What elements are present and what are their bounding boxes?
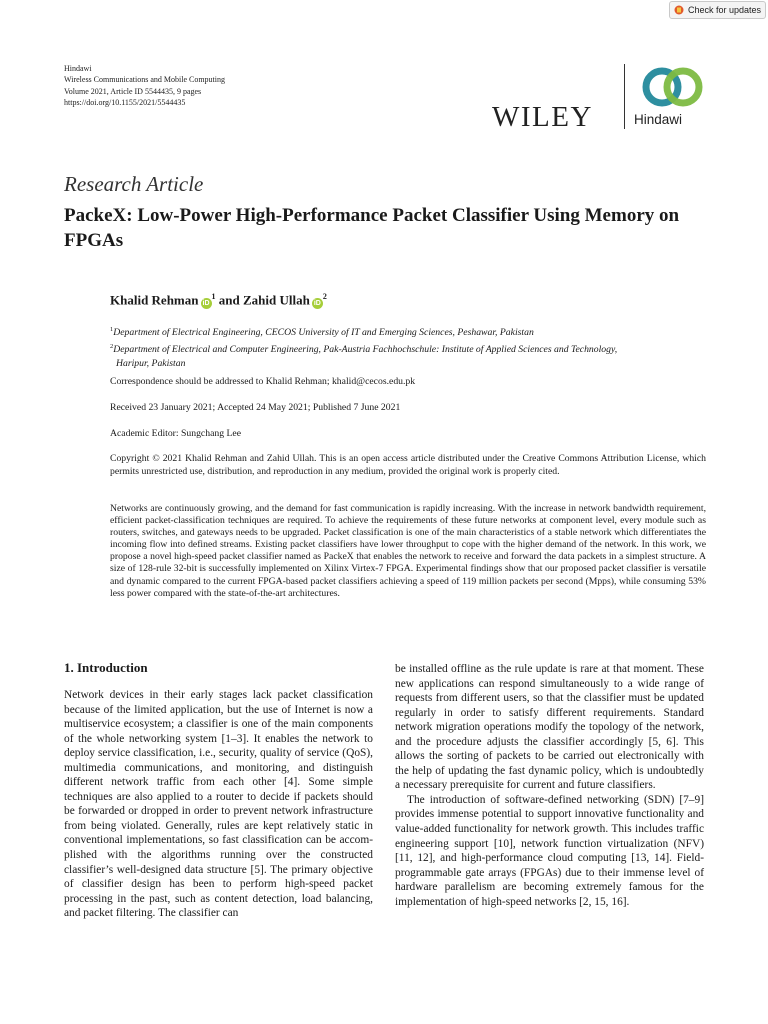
article-title: PackeX: Low-Power High-Performance Packet Classifier Using Memory on FPGAs xyxy=(64,205,680,251)
copyright-notice: Copyright © 2021 Khalid Rehman and Zahid Ullah. This is an open access article distributed under the Creative Commons Attribution License, which permits unrestricted use, distribution, and reproduction in any medium, provided the original work is properly cited. xyxy=(110,453,706,478)
affiliation-item: $^2$Department of Electrical and Computer Engineering, Pak-Austria Fachhochschule: Institute of Applied Sciences and Technology, xyxy=(110,343,618,356)
author-affiliation-mark: 2 xyxy=(322,292,327,301)
affiliation-item: $^1$Department of Electrical Engineering, CECOS University of IT and Emerging Sciences, Peshawar, Pakistan xyxy=(110,326,534,339)
journal-info xyxy=(64,63,225,108)
affiliation-item-continued: Haripur, Pakistan xyxy=(116,358,186,370)
author-name: Khalid Rehman xyxy=(110,292,199,308)
check-updates-icon xyxy=(674,5,684,15)
check-for-updates-button[interactable] xyxy=(669,1,766,19)
hindawi-logo-icon xyxy=(638,62,708,112)
author-joiner: and xyxy=(215,292,243,308)
orcid-icon[interactable]: iD xyxy=(313,300,321,308)
body-paragraph: Network devices in their early stages lack packet classification because of the limited application, but the use of Internet is now a multiservice ecosystem; a classifier is one of the main components of the whole networking system [1–3]. It enables the network to deploy service classification, i.e., security, quality of service (QoS), multimedia communications, and monitoring, and distinguish different network traffic from each other [4]. Some simple techniques are also applied to a router to decide if packets should be forwarded or dropped in order to prevent network infrastructure from being violated. Generally, rules are kept relatively static in conventional implementations, so fast classification can be accomplished with the algorithms running over the constructed classifier’s well-designed data structure [5]. The primary objective of classifier design has been to perform high-speed packet processing in the past, such as content detection, load balancing, and packet filtering. The classifier can xyxy=(64,689,373,920)
hindawi-logo-text: Hindawi xyxy=(634,112,683,127)
correspondence: Correspondence should be addressed to Khalid Rehman; khalid@cecos.edu.pk xyxy=(110,376,416,387)
volume-info: Volume 2021, Article ID 5544435, 9 pages xyxy=(64,86,202,96)
doi-link[interactable]: https://doi.org/10.1155/2021/5544435 xyxy=(64,97,186,107)
body-column-right xyxy=(395,662,704,909)
academic-editor: Academic Editor: Sungchang Lee xyxy=(110,428,242,439)
body-paragraph: The introduction of software-defined networking (SDN) [7–9] provides immense potential to support innovative functionality and value-added functionality for network growth. This includes traffic engineering support [10], network function virtualization (NFV) [11, 12], and high-performance cloud computing [13, 14]. Field-programmable gate arrays (FPGAs) due to their immense level of hardware parallelism are becoming extremely famous for the implementation of high-speed networks [2, 15, 16]. xyxy=(395,793,704,908)
section-heading: 1. Introduction xyxy=(64,660,148,675)
author-affiliation-mark: 1 xyxy=(211,292,216,301)
article-type: Research Article xyxy=(64,172,204,196)
author-name: Zahid Ullah xyxy=(242,292,310,308)
wiley-logo: WILEY xyxy=(492,101,593,133)
orcid-icon[interactable]: iD xyxy=(202,300,210,308)
affiliations xyxy=(110,323,710,371)
publisher-name: Hindawi xyxy=(64,64,92,73)
journal-name: Wireless Communications and Mobile Computing xyxy=(64,75,225,85)
publication-dates: Received 23 January 2021; Accepted 24 May 2021; Published 7 June 2021 xyxy=(110,402,401,413)
body-column-left xyxy=(64,688,373,921)
body-paragraph: be installed offline as the rule update is rare at that moment. These new applications can respond simultaneously to a wide range of requests from different users, so that the classifier must be updated regularly in order to satisfy different requirements. Standard network migration operations modify the topology of the network, and the procedure adjusts the classifier accordingly [5, 6]. This allows the sorting of packets to be carried out electronically with the help of updating the fast dynamic policy, which is undoubtedly a necessary prerequisite for current and future classifiers. xyxy=(395,663,704,792)
logo-divider xyxy=(624,64,625,129)
check-for-updates-label: Check for updates xyxy=(688,5,762,15)
author-list xyxy=(110,292,327,309)
abstract: Networks are continuously growing, and the demand for fast communication is rapidly increasing. With the increase in network bandwidth requirement, efficient packet-classification techniques are required. To achieve the requirements of these future networks at component level, every module such as routers, switches, and gateways needs to be upgraded. Packet classification is one of the main characteristics of a stable network which differentiates the incoming flow into defined streams. Existing packet classifiers have lower throughput to cope with the higher demand of the network. In this work, we propose a novel high-speed packet classifier named as PackeX that enables the network to receive and forward the data packets in a simplest structure. A size of 128-rule 32-bit is successfully implemented on Xilinx Virtex-7 FPGA. Experimental findings show that our proposed packet classifier is versatile and dynamic compared to the current FPGA-based packet classifiers achieving a speed of 119 million packets per second (Mpps), while consuming 53% less power compared with the state-of-the-art architectures. xyxy=(110,503,706,599)
